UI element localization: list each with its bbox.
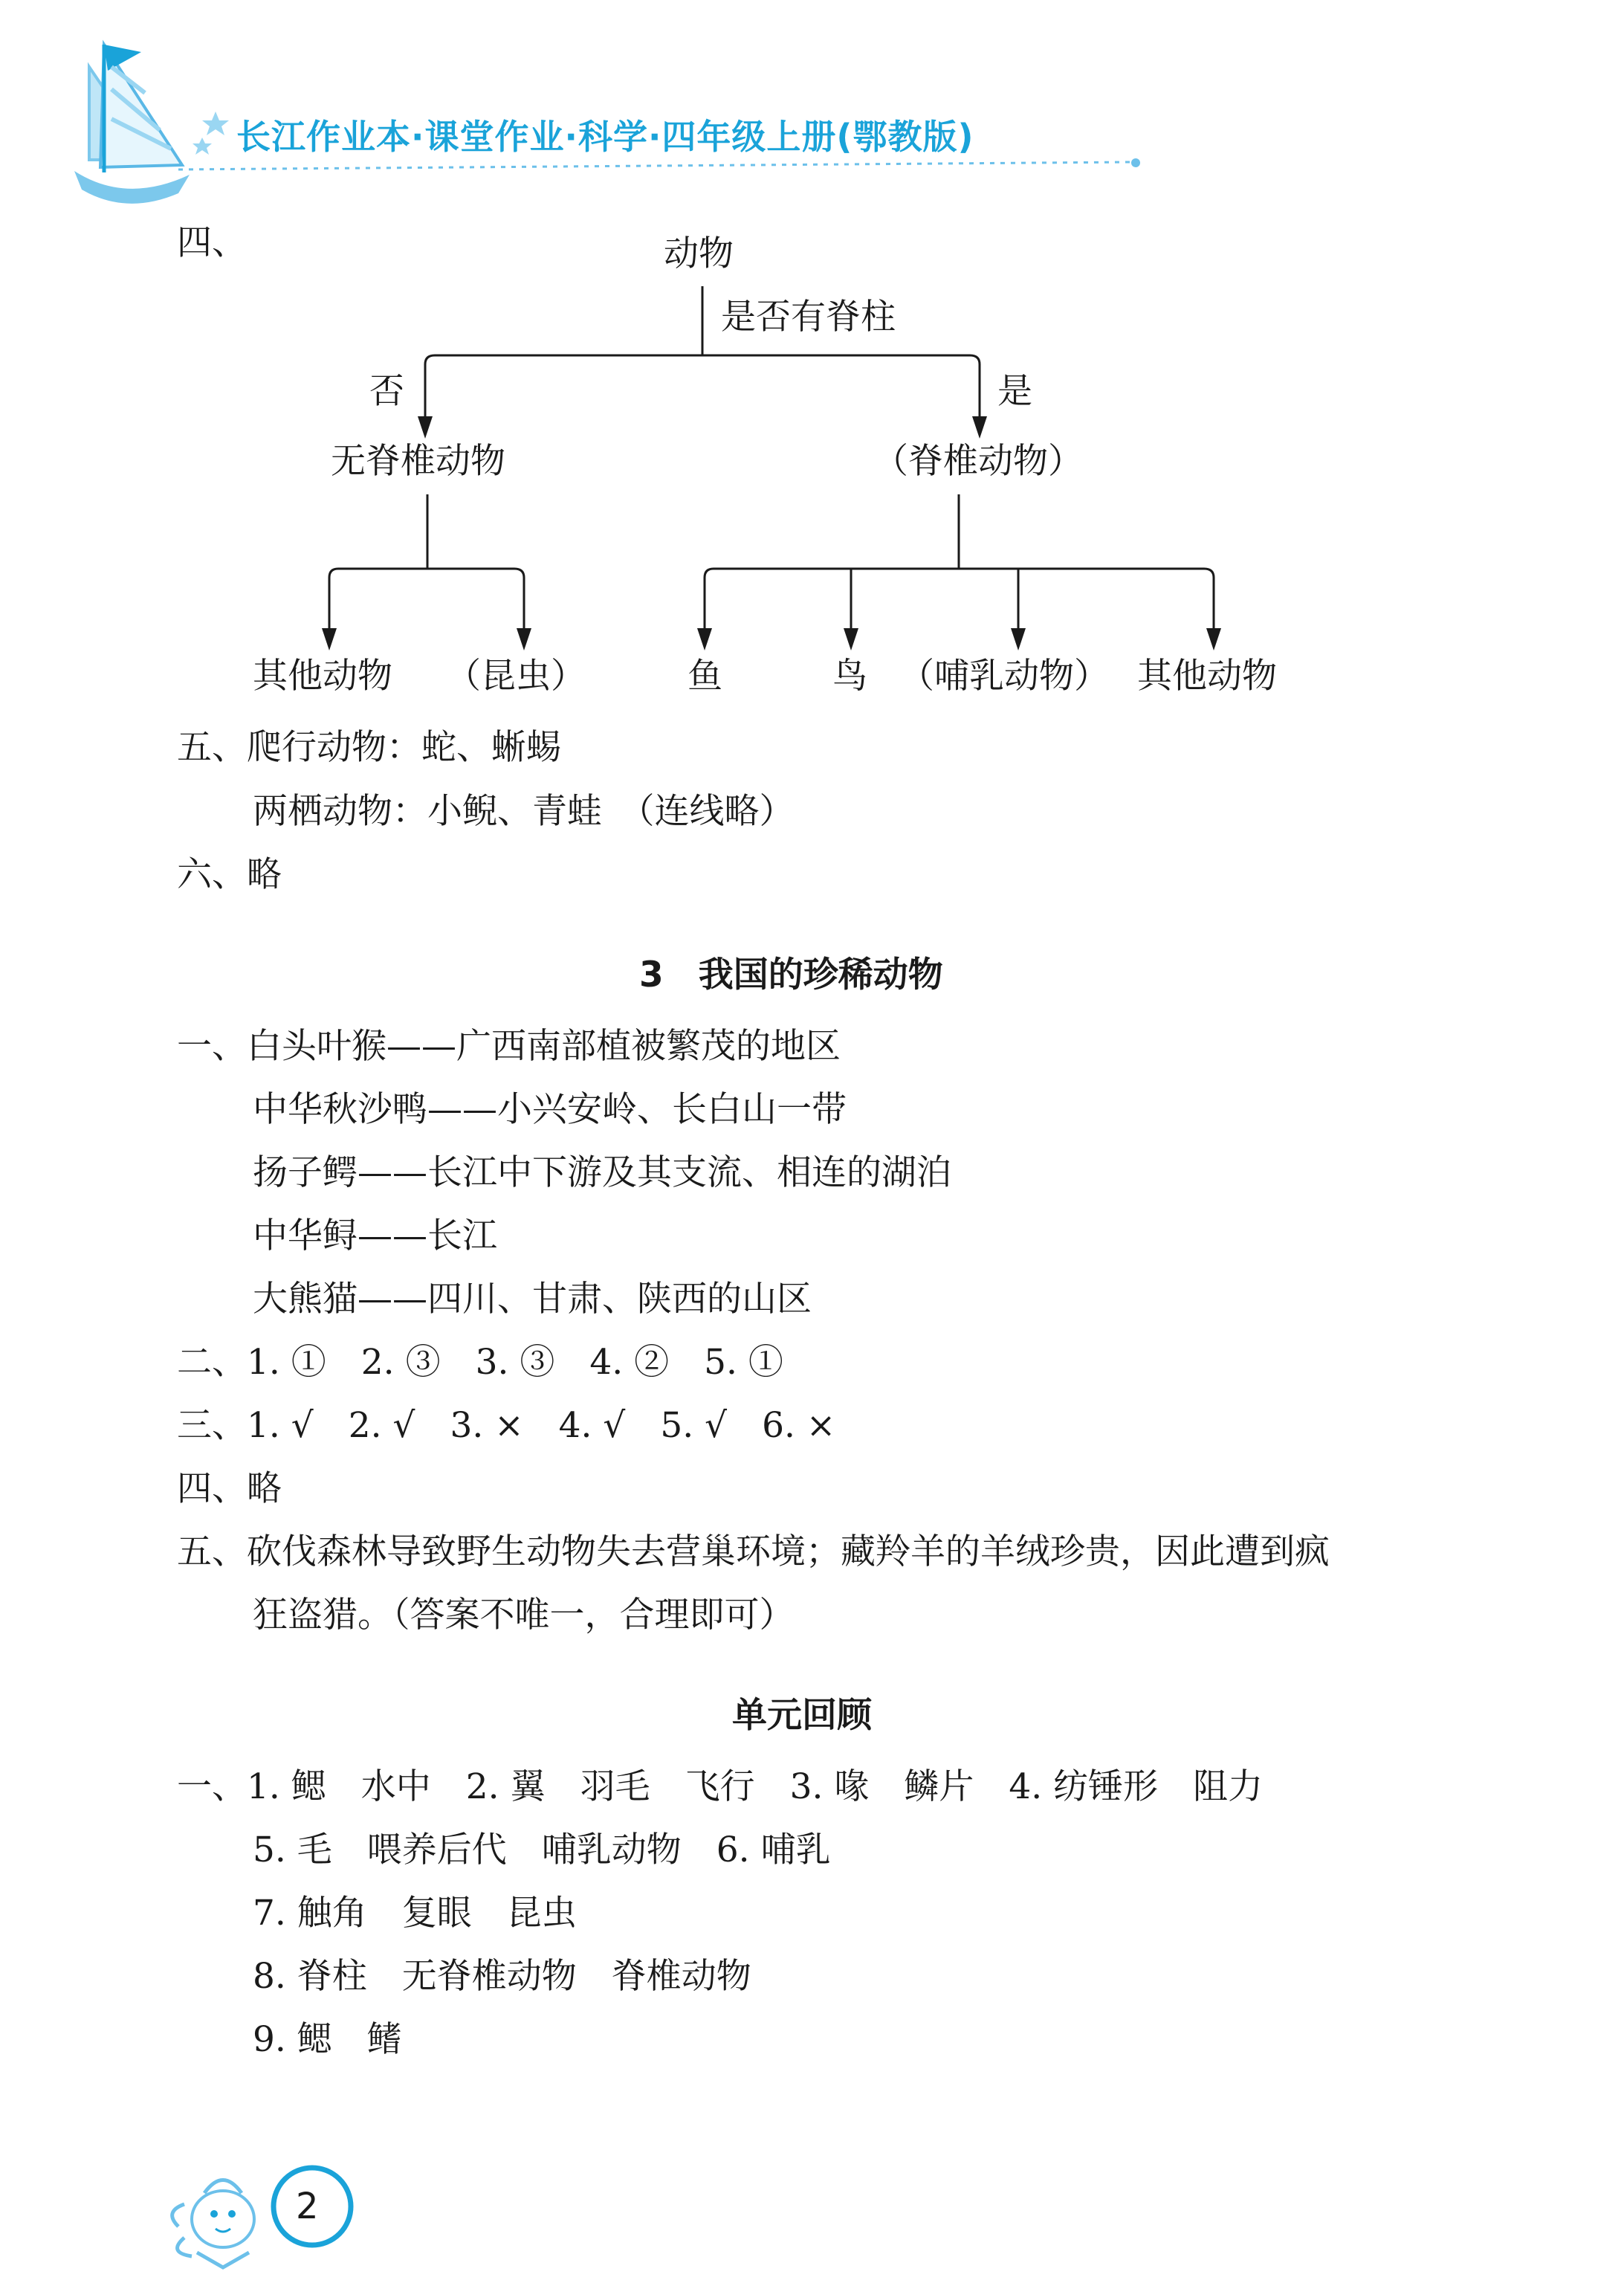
tree-leaf: 其他动物 [1137,656,1277,697]
tree-left-node: 无脊椎动物 [331,441,505,482]
lesson3-title: 3 我国的珍稀动物 [639,955,943,995]
tree-leaf: （哺乳动物） [899,656,1109,697]
page-number: 2 [296,2186,319,2227]
mascot-icon [172,2180,254,2268]
tree-leaf: （昆虫） [446,656,586,697]
lesson3-q2: 二、1. ① 2. ③ 3. ③ 4. ② 5. ① [177,1342,783,1383]
section-five-line2: 两栖动物：小鲵、青蛙 （连线略） [253,791,795,832]
lesson3-q1-line: 中华秋沙鸭——小兴安岭、长白山一带 [253,1089,847,1130]
header-rule [178,162,1130,169]
unit-review-line: 8. 脊柱 无脊椎动物 脊椎动物 [253,1956,751,1997]
lesson3-q5-line2: 狂盗猎。（答案不唯一，合理即可） [253,1595,795,1635]
unit-review-line: 5. 毛 喂养后代 哺乳动物 6. 哺乳 [253,1830,831,1870]
tree-leaf: 鸟 [832,656,867,697]
unit-review-line: 一、1. 鳃 水中 2. 翼 羽毛 飞行 3. 喙 鳞片 4. 纺锤形 阻力 [177,1766,1264,1807]
unit-review-line: 9. 鳃 鳍 [253,2019,402,2060]
tree-no-label: 否 [369,371,404,412]
lesson3-q4: 四、略 [177,1468,282,1509]
lesson3-q1-line: 扬子鳄——长江中下游及其支流、相连的湖泊 [253,1152,951,1193]
tree-yes-label: 是 [997,371,1032,412]
lesson3-q1-line: 一、白头叶猴——广西南部植被繁茂的地区 [177,1026,841,1067]
section-four-label: 四、 [177,222,247,263]
lesson3-q5-line1: 五、砍伐森林导致野生动物失去营巢环境；藏羚羊的羊绒珍贵，因此遭到疯 [177,1531,1330,1572]
sailboat-logo-icon [74,45,190,204]
section-five-line1: 五、爬行动物：蛇、蜥蜴 [177,727,561,768]
tree-right-node: （脊椎动物） [873,441,1083,482]
unit-review-title: 单元回顾 [732,1695,872,1736]
tree-root: 动物 [664,233,734,274]
tree-question: 是否有脊柱 [721,297,896,338]
lesson3-q1-line: 大熊猫——四川、甘肃、陕西的山区 [253,1279,812,1320]
tree-leaf: 鱼 [688,656,722,697]
tree-leaf: 其他动物 [253,656,392,697]
lesson3-q1-line: 中华鲟——长江 [253,1215,497,1256]
lesson3-q3: 三、1. √ 2. √ 3. × 4. √ 5. √ 6. × [177,1405,836,1446]
header-title: 长江作业本·课堂作业·科学·四年级上册(鄂教版) [236,117,974,157]
unit-review-line: 7. 触角 复眼 昆虫 [253,1893,577,1934]
section-six-line: 六、略 [177,854,282,895]
star-decoration-icon [193,112,229,155]
